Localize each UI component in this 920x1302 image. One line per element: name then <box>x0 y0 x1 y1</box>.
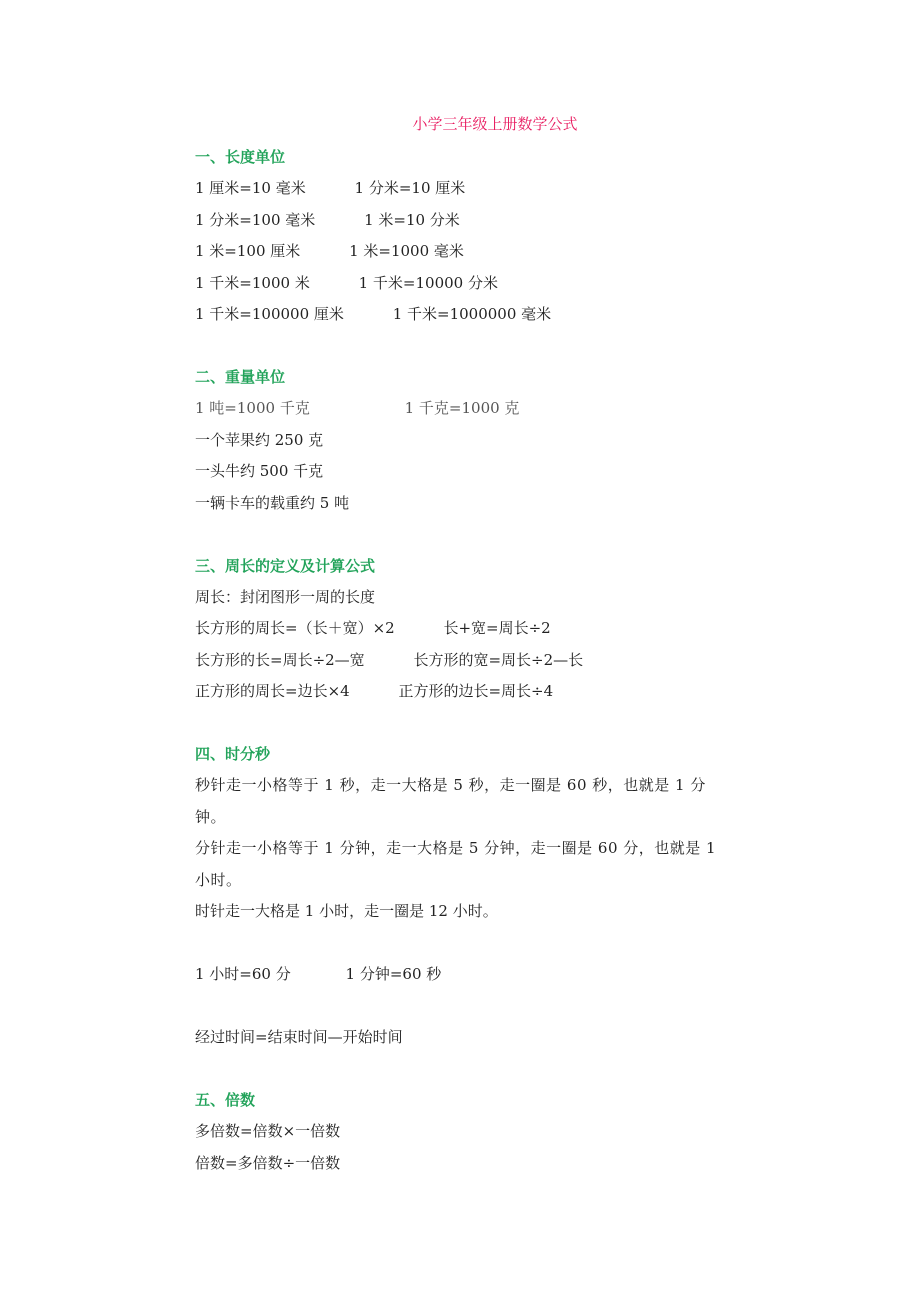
formula: 1 千米=1000 米 <box>195 273 310 292</box>
document-title: 小学三年级上册数学公式 <box>412 115 578 133</box>
spacer <box>195 1054 755 1086</box>
formula: 1 千米=1000000 毫米 <box>392 305 552 323</box>
section-heading: 一、长度单位 <box>195 148 286 166</box>
formula: 长方形的长=周长÷2—宽 <box>195 650 365 669</box>
formula: 1 分钟=60 秒 <box>345 965 442 983</box>
formula-line <box>195 613 755 645</box>
section-weight-units <box>195 362 755 519</box>
text-line: 一头牛约 500 千克 <box>195 462 324 480</box>
formula-line <box>195 645 755 677</box>
text-line: 时针走一大格是 1 小时，走一圈是 12 小时。 <box>195 902 498 920</box>
formula-line <box>195 236 755 268</box>
formula: 长+宽=周长÷2 <box>443 619 551 637</box>
section-length-units <box>195 142 755 331</box>
formula: 长方形的宽=周长÷2—长 <box>413 650 584 669</box>
formula-line <box>195 393 755 425</box>
section-heading: 五、倍数 <box>195 1091 256 1109</box>
document-page <box>195 108 755 1179</box>
text-line: 多倍数=倍数×一倍数 <box>195 1122 341 1140</box>
section-heading: 四、时分秒 <box>195 745 271 763</box>
section-heading: 二、重量单位 <box>195 368 286 386</box>
formula: 长方形的周长=（长＋宽）×2 <box>195 619 395 637</box>
formula-line <box>195 173 755 205</box>
text-line: 一辆卡车的载重约 5 吨 <box>195 493 350 512</box>
formula: 正方形的周长=边长×4 <box>195 682 350 700</box>
formula: 1 分米=10 厘米 <box>354 179 466 197</box>
formula: 1 米=100 厘米 <box>195 242 301 260</box>
formula-line <box>195 959 755 991</box>
formula-line <box>195 205 755 237</box>
spacer <box>195 991 755 1023</box>
spacer <box>195 331 755 363</box>
spacer <box>195 519 755 551</box>
formula: 1 千米=10000 分米 <box>358 273 498 292</box>
formula: 1 厘米=10 毫米 <box>195 179 306 197</box>
text-line: 一个苹果约 250 克 <box>195 430 324 449</box>
section-perimeter <box>195 551 755 708</box>
formula: 1 米=1000 毫米 <box>349 242 464 260</box>
formula: 1 千克=1000 克 <box>404 399 520 417</box>
formula: 1 千米=100000 厘米 <box>195 305 344 323</box>
spacer <box>195 708 755 740</box>
section-time <box>195 739 755 1054</box>
formula: 正方形的边长=周长÷4 <box>398 682 554 700</box>
paragraph: 秒针走一小格等于 1 秒，走一大格是 5 秒，走一圈是 60 秒，也就是 1 分钟。 <box>195 776 706 826</box>
section-heading: 三、周长的定义及计算公式 <box>195 556 376 575</box>
formula-line <box>195 268 755 300</box>
text-line: 经过时间=结束时间—开始时间 <box>195 1028 403 1046</box>
text-line: 倍数=多倍数÷一倍数 <box>195 1153 341 1172</box>
formula-line <box>195 299 755 331</box>
paragraph: 分针走一小格等于 1 分钟，走一大格是 5 分钟，走一圈是 60 分，也就是 1 小时。 <box>195 839 717 889</box>
text-line: 周长：封闭图形一周的长度 <box>195 587 376 606</box>
formula: 1 吨=1000 千克 <box>195 399 310 417</box>
formula-line <box>195 676 755 708</box>
formula: 1 米=10 分米 <box>364 210 460 229</box>
formula: 1 分米=100 毫米 <box>195 210 316 229</box>
section-multiples <box>195 1085 755 1179</box>
spacer <box>195 928 755 960</box>
formula: 1 小时=60 分 <box>195 965 291 983</box>
